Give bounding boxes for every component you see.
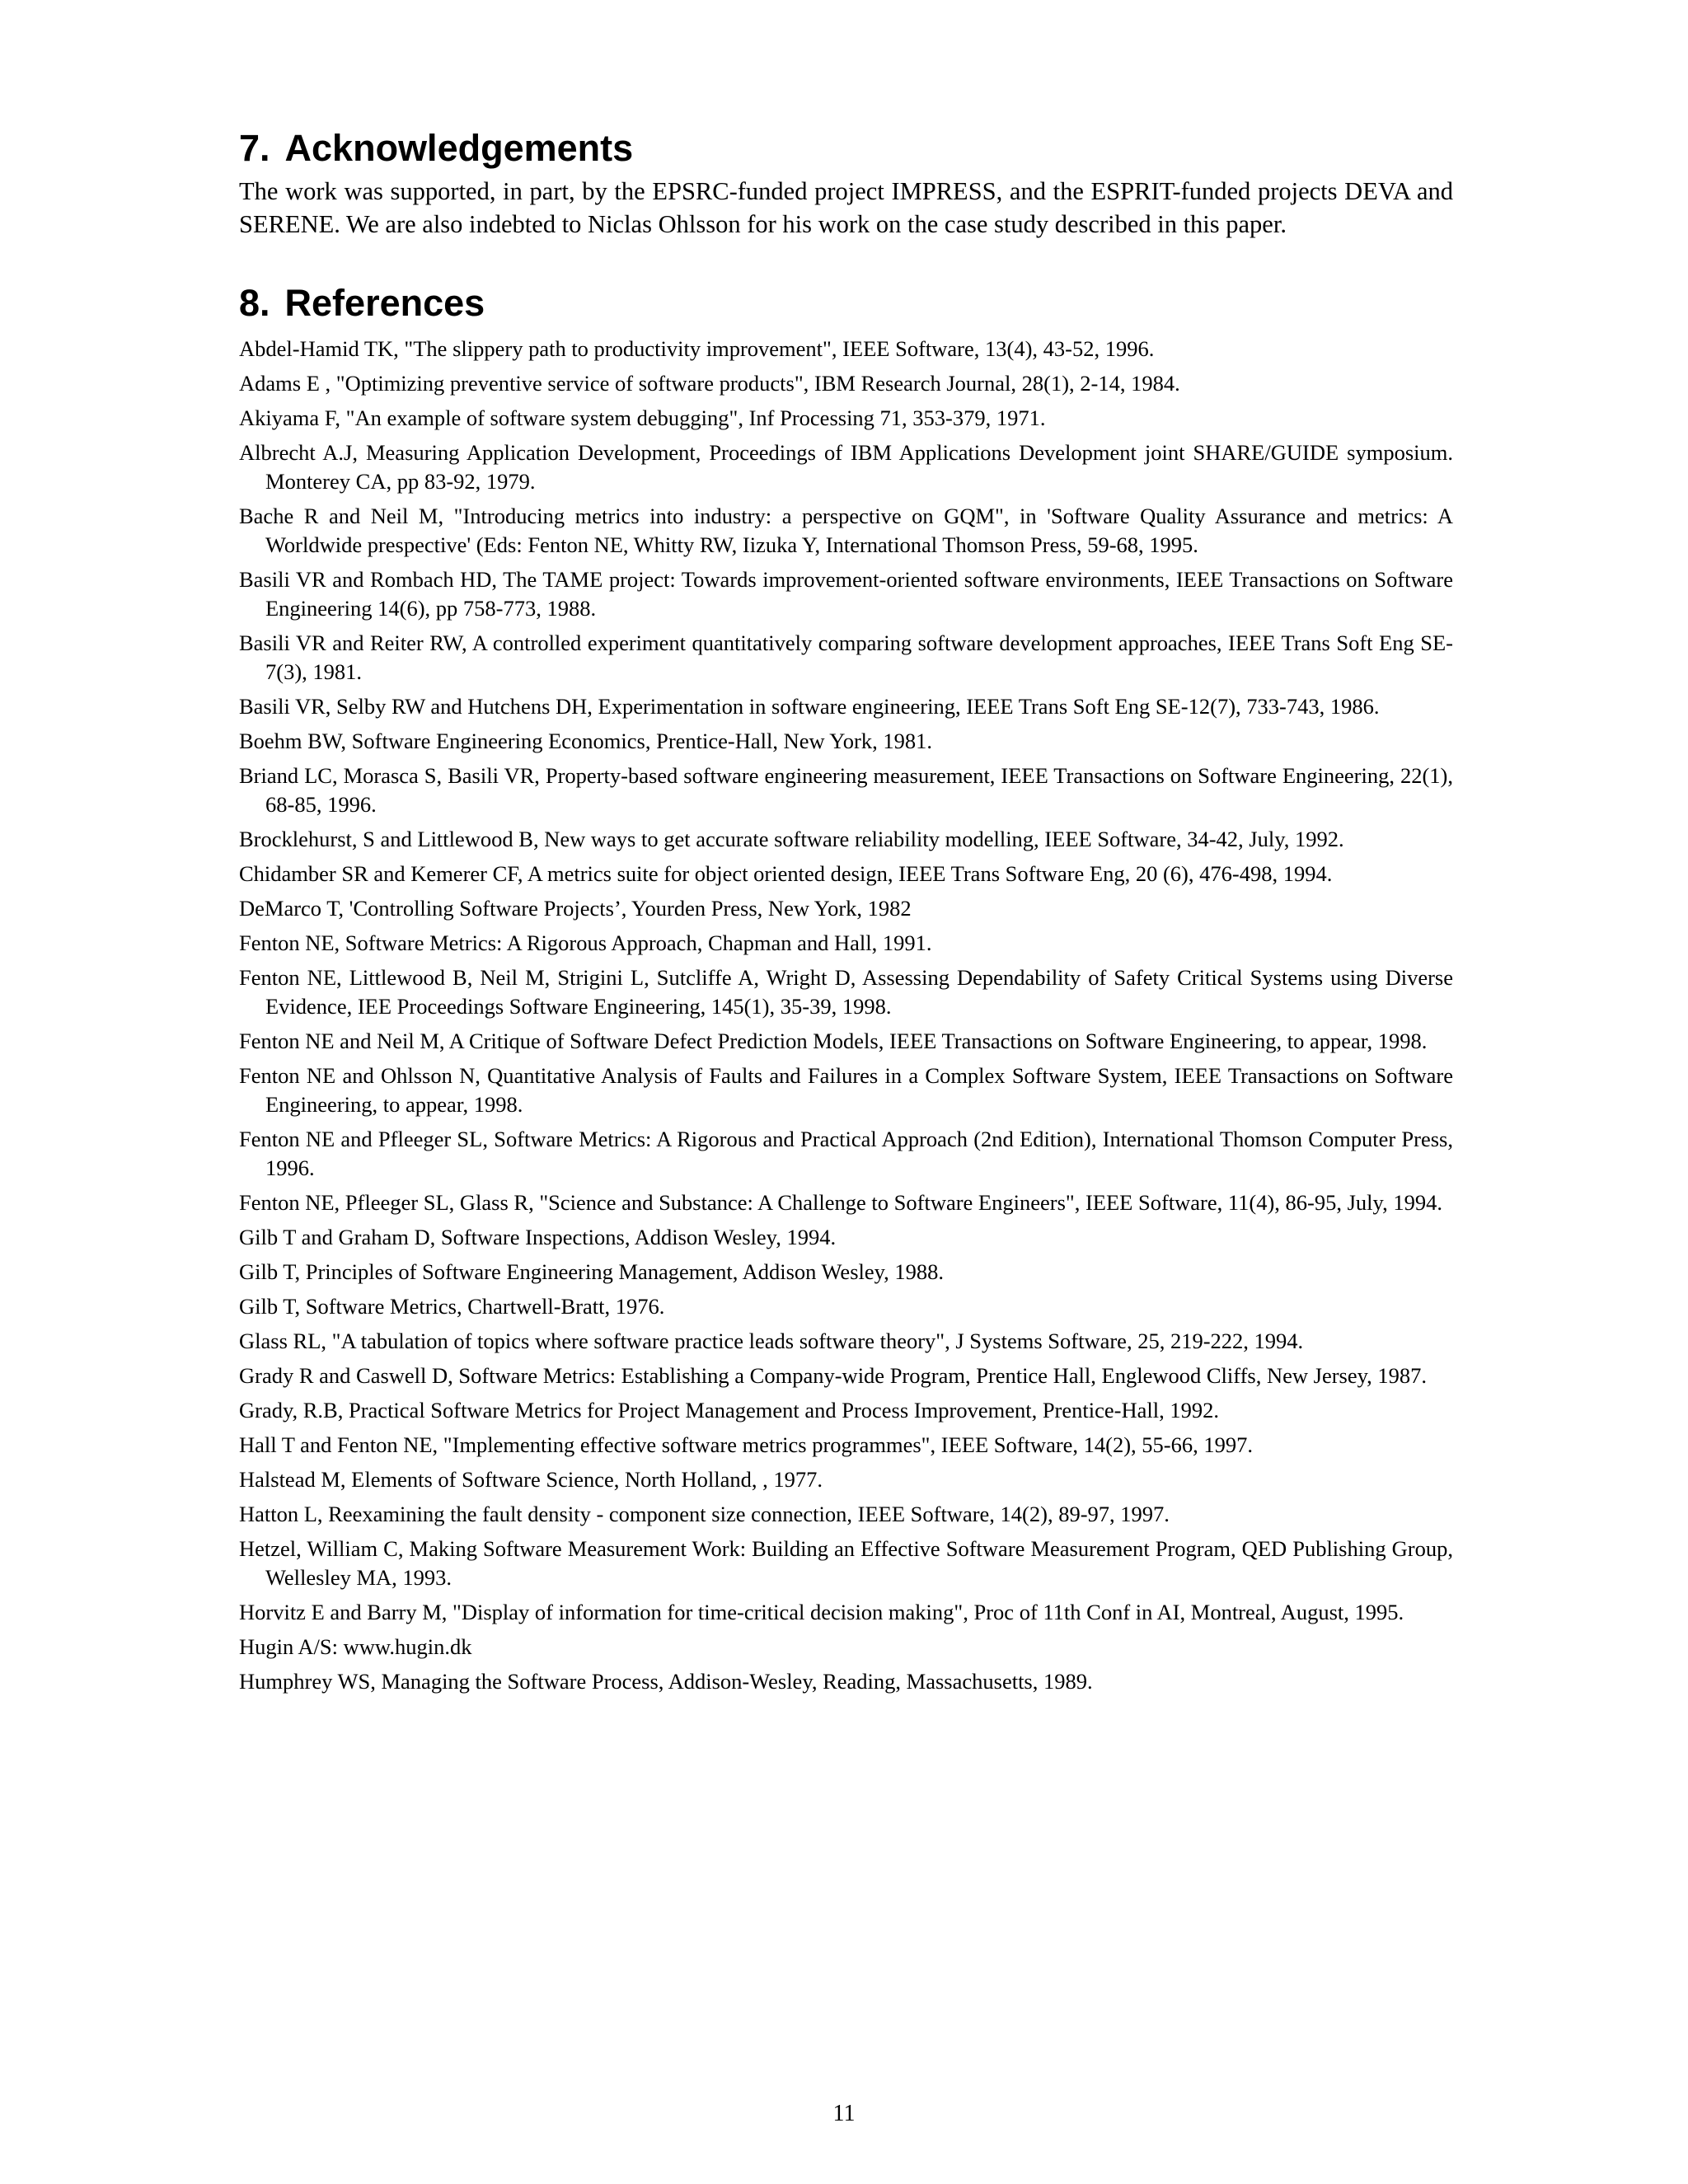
reference-item: Fenton NE, Software Metrics: A Rigorous Approach, Chapman and Hall, 1991. [239,930,932,955]
reference-item: Fenton NE, Littlewood B, Neil M, Strigini L, Sutcliffe A, Wright D, Assessing Dependability of Safety Critical Systems using Diverse Evidence, IEE Proceedings Software Engineering, 145(1), 35-39, 1998. [239,965,1453,1019]
reference-list [239,335,1453,1696]
reference-item: Basili VR, Selby RW and Hutchens DH, Experimentation in software engineering, IEEE Trans Soft Eng SE-12(7), 733-743, 1986. [239,694,1380,719]
acknowledgements-heading [239,125,1453,171]
reference-item: Grady R and Caswell D, Software Metrics: Establishing a Company-wide Program, Prentice Hall, Englewood Cliffs, New Jersey, 1987. [239,1363,1428,1388]
section-title: Acknowledgements [284,127,634,169]
reference-item: Glass RL, "A tabulation of topics where software practice leads software theory", J Systems Software, 25, 219-222, 1994. [239,1329,1304,1353]
reference-item: Brocklehurst, S and Littlewood B, New ways to get accurate software reliability modelling, IEEE Software, 34-42, July, 1992. [239,827,1344,851]
reference-item: Fenton NE and Ohlsson N, Quantitative Analysis of Faults and Failures in a Complex Software System, IEEE Transactions on Software Engineering, to appear, 1998. [239,1063,1453,1117]
reference-item: Hetzel, William C, Making Software Measurement Work: Building an Effective Software Measurement Program, QED Publishing Group, Wellesley MA, 1993. [239,1536,1453,1590]
reference-item: Fenton NE and Pfleeger SL, Software Metrics: A Rigorous and Practical Approach (2nd Edition), International Thomson Computer Press, 1996. [239,1127,1453,1180]
page-number: 11 [832,2101,856,2126]
reference-item: Fenton NE, Pfleeger SL, Glass R, "Science and Substance: A Challenge to Software Engineers", IEEE Software, 11(4), 86-95, July, 1994. [239,1190,1442,1215]
references-heading [239,280,1453,326]
reference-item: Fenton NE and Neil M, A Critique of Software Defect Prediction Models, IEEE Transactions on Software Engineering, to appear, 1998. [239,1029,1428,1053]
reference-item: Basili VR and Rombach HD, The TAME project: Towards improvement-oriented software environments, IEEE Transactions on Software Engineering 14(6), pp 758-773, 1988. [239,567,1453,621]
reference-item: Gilb T, Principles of Software Engineering Management, Addison Wesley, 1988. [239,1259,945,1284]
page-content [239,125,1453,1702]
reference-item: Abdel-Hamid TK, "The slippery path to productivity improvement", IEEE Software, 13(4), 43-52, 1996. [239,336,1155,361]
acknowledgements-text: The work was supported, in part, by the EPSRC-funded project IMPRESS, and the ESPRIT-funded projects DEVA and SERENE. We are also indebted to Niclas Ohlsson for his work on the case study described in this paper. [239,177,1453,238]
reference-item: Bache R and Neil M, "Introducing metrics into industry: a perspective on GQM", in 'Software Quality Assurance and metrics: A Worldwide prespective' (Eds: Fenton NE, Whitty RW, Iizuka Y, International Thomson Press, 59-68, 1995. [239,504,1453,557]
reference-item: Halstead M, Elements of Software Science, North Holland, , 1977. [239,1467,823,1492]
reference-item: Briand LC, Morasca S, Basili VR, Property-based software engineering measurement, IEEE Transactions on Software Engineering, 22(1), 68-85, 1996. [239,763,1453,817]
reference-item: Horvitz E and Barry M, "Display of information for time-critical decision making", Proc of 11th Conf in AI, Montreal, August, 1995. [239,1600,1404,1624]
reference-item: Albrecht A.J, Measuring Application Development, Proceedings of IBM Applications Development joint SHARE/GUIDE symposium. Monterey CA, pp 83-92, 1979. [239,440,1453,494]
reference-item: Grady, R.B, Practical Software Metrics for Project Management and Process Improvement, Prentice-Hall, 1992. [239,1398,1219,1422]
reference-item: Adams E , "Optimizing preventive service of software products", IBM Research Journal, 28(1), 2-14, 1984. [239,371,1180,396]
reference-item: DeMarco T, 'Controlling Software Projects’, Yourden Press, New York, 1982 [239,896,912,921]
reference-item: Akiyama F, "An example of software system debugging", Inf Processing 71, 353-379, 1971. [239,405,1046,430]
section-number: 7. [239,127,270,169]
reference-item: Hall T and Fenton NE, "Implementing effective software metrics programmes", IEEE Software, 14(2), 55-66, 1997. [239,1432,1254,1457]
reference-item: Hugin A/S: www.hugin.dk [239,1634,472,1659]
reference-item: Chidamber SR and Kemerer CF, A metrics suite for object oriented design, IEEE Trans Software Eng, 20 (6), 476-498, 1994. [239,861,1333,886]
section-number: 8. [239,282,270,324]
reference-item: Humphrey WS, Managing the Software Process, Addison-Wesley, Reading, Massachusetts, 1989. [239,1669,1093,1694]
reference-item: Gilb T and Graham D, Software Inspections, Addison Wesley, 1994. [239,1225,837,1249]
reference-item: Gilb T, Software Metrics, Chartwell-Bratt, 1976. [239,1294,665,1319]
reference-item: Basili VR and Reiter RW, A controlled experiment quantitatively comparing software development approaches, IEEE Trans Soft Eng SE-7(3), 1981. [239,630,1453,684]
section-title: References [284,282,485,324]
reference-item: Boehm BW, Software Engineering Economics, Prentice-Hall, New York, 1981. [239,729,932,753]
reference-item: Hatton L, Reexamining the fault density - component size connection, IEEE Software, 14(2), 89-97, 1997. [239,1502,1170,1526]
